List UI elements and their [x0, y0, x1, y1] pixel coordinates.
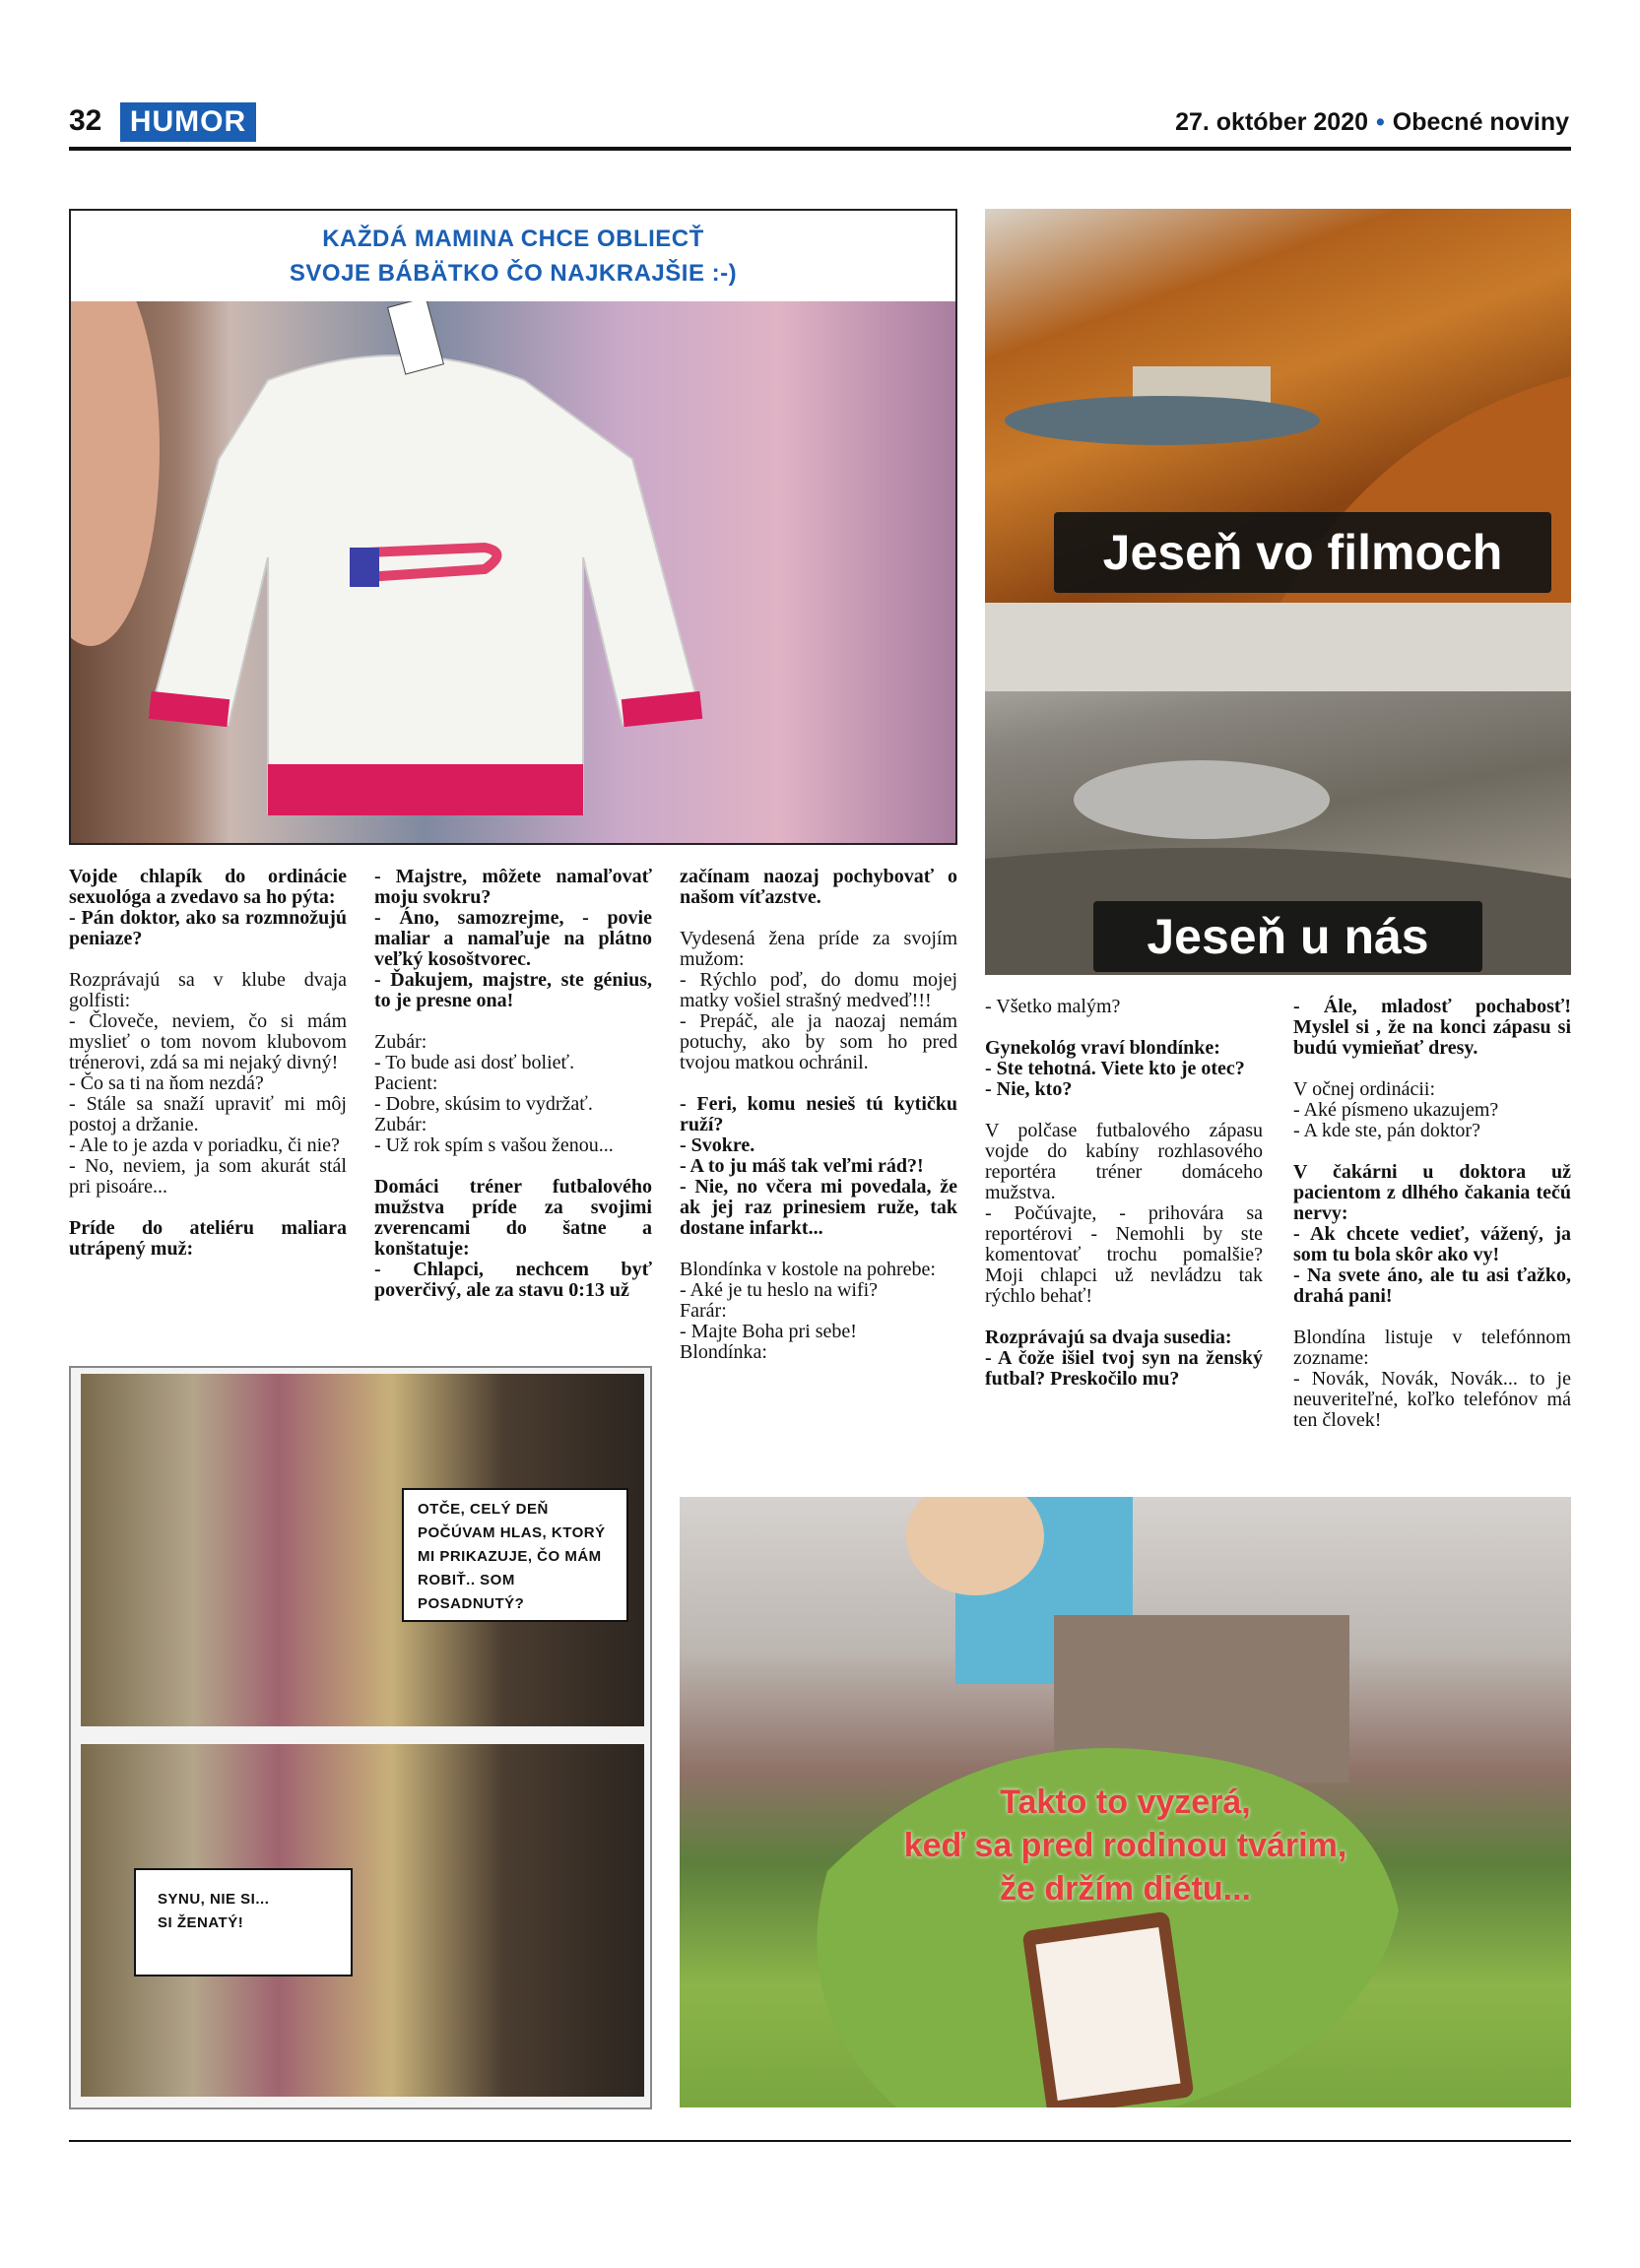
sweater-caption-line-1: KAŽDÁ MAMINA CHCE OBLIECŤ [322, 226, 704, 252]
joke-line: - Pán doktor, ako sa rozmnožujú peniaze? [69, 907, 347, 949]
joke-wifi-start [680, 1260, 957, 1363]
joke-bear [680, 929, 957, 1073]
joke-column-1 [69, 867, 347, 1280]
joke-wifi-end [985, 997, 1263, 1017]
diet-caption-line-1: Takto to vyzerá, [1000, 1783, 1251, 1821]
diet-caption-line-2: keď sa pred rodinou tvárim, [903, 1827, 1347, 1864]
joke-line: - Nie, no včera mi povedala, že ak jej raz prinesiem ruže, tak dostane infarkt... [680, 1176, 957, 1239]
joke-line: - No, neviem, ja som akurát stál pri pisoáre... [69, 1155, 347, 1198]
speech-bubble-priest-line-2: SI ŽENATÝ! [158, 1914, 244, 1931]
joke-line: Pacient: [374, 1072, 438, 1094]
confession-comic [69, 1366, 652, 2109]
sweater-caption [71, 211, 955, 301]
joke-line: Gynekológ vraví blondínke: [985, 1037, 1220, 1059]
joke-line: Vydesená žena príde za svojím mužom: [680, 928, 957, 970]
speech-bubble-priest-line-1: SYNU, NIE SI... [158, 1891, 270, 1908]
sweater-photo [71, 301, 955, 843]
joke-line: - To bude asi dosť bolieť. [374, 1052, 575, 1073]
joke-line: Zubár: [374, 1031, 427, 1053]
joke-line: - A kde ste, pán doktor? [1293, 1120, 1480, 1141]
sweater-illustration [71, 301, 955, 843]
autumn-meme [985, 209, 1571, 975]
joke-line: - Aké je tu heslo na wifi? [680, 1279, 879, 1301]
joke-line: Vojde chlapík do ordinácie sexuológa a zvedavo sa ho pýta: [69, 866, 347, 908]
joke-painter-start [69, 1218, 347, 1260]
joke-waiting-room [1293, 1162, 1571, 1307]
diet-caption [680, 1781, 1571, 1911]
joke-dentist [374, 1032, 652, 1156]
issue-date: 27. október 2020 [1175, 108, 1369, 136]
joke-line: V polčase futbalového zápasu vojde do kabíny rozhlasového reportéra tréner domáceho mužstva. [985, 1120, 1263, 1203]
joke-line: V čakárni u doktora už pacientom z dlhého čakania tečú nervy: [1293, 1161, 1571, 1224]
joke-line: Rozprávajú sa v klube dvaja golfisti: [69, 969, 347, 1011]
section-label: HUMOR [120, 102, 256, 142]
joke-line: Zubár: [374, 1114, 427, 1135]
footer-rule [69, 2140, 1571, 2142]
autumn-label-movies: Jeseň vo filmoch [1054, 512, 1551, 593]
diet-caption-line-3: že držím diétu... [999, 1870, 1252, 1908]
joke-coach-end [680, 867, 957, 908]
joke-line: - Majstre, môžete namaľovať moju svokru? [374, 866, 652, 908]
joke-line: - Na svete áno, ale tu asi ťažko, drahá pani! [1293, 1264, 1571, 1307]
joke-line: - Feri, komu nesieš tú kytičku ruží? [680, 1093, 957, 1135]
joke-line: V očnej ordinácii: [1293, 1078, 1436, 1100]
joke-eye-doctor [1293, 1079, 1571, 1141]
joke-line: - Novák, Novák, Novák... to je neuveriteľné, koľko telefónov má ten človek! [1293, 1368, 1571, 1431]
issue-info [1175, 108, 1569, 137]
diet-meme-photo [680, 1497, 1571, 2107]
joke-neighbors-end [1293, 997, 1571, 1059]
autumn-label-here: Jeseň u nás [1093, 901, 1482, 972]
joke-line: Rozprávajú sa dvaja susedia: [985, 1327, 1232, 1348]
joke-reporter [985, 1121, 1263, 1307]
joke-line: Domáci tréner futbalového mužstva príde za svojimi zverencami do šatne a konštatuje: [374, 1176, 652, 1260]
page-number: 32 [69, 104, 102, 137]
joke-roses [680, 1094, 957, 1239]
joke-line: - Stále sa snaží upraviť mi môj postoj a držanie. [69, 1093, 347, 1135]
joke-line: - Dobre, skúsim to vydržať. [374, 1093, 593, 1115]
joke-sexologist [69, 867, 347, 949]
joke-column-4 [985, 997, 1263, 1410]
joke-line: - A čože išiel tvoj syn na ženský futbal? Preskočilo mu? [985, 1347, 1263, 1390]
joke-line: - Ale to je azda v poriadku, či nie? [69, 1134, 340, 1156]
joke-line: Farár: [680, 1300, 727, 1322]
joke-line: začínam naozaj pochybovať o našom víťazstve. [680, 866, 957, 908]
publication-name: Obecné noviny [1392, 108, 1569, 136]
sweater-caption-line-2: SVOJE BÁBÄTKO ČO NAJKRAJŠIE :-) [289, 260, 738, 287]
joke-line: Príde do ateliéru maliara utrápený muž: [69, 1217, 347, 1260]
joke-column-2 [374, 867, 652, 1322]
joke-line: - Svokre. [680, 1134, 755, 1156]
joke-column-3 [680, 867, 957, 1384]
joke-line: - Človeče, neviem, čo si mám myslieť o tom novom klubovom trénerovi, zdá sa mi nejaký divný! [69, 1010, 347, 1073]
joke-line: - Prepáč, ale ja naozaj nemám potuchy, ako by som ho pred tvojou matkou ochránil. [680, 1010, 957, 1073]
joke-line: Blondínka: [680, 1341, 767, 1363]
joke-line: - Všetko malým? [985, 996, 1121, 1017]
speech-bubble-man: OTČE, CELÝ DEŇ POČÚVAM HLAS, KTORÝ MI PRIKAZUJE, ČO MÁM ROBIŤ.. SOM POSADNUTÝ? [402, 1488, 628, 1622]
joke-line: - Rýchlo poď, do domu mojej matky vošiel strašný medveď!!! [680, 969, 957, 1011]
joke-phonebook [1293, 1328, 1571, 1431]
sweater-cartoon [69, 209, 957, 845]
joke-line: - Čo sa ti na ňom nezdá? [69, 1072, 264, 1094]
joke-line: - A to ju máš tak veľmi rád?! [680, 1155, 924, 1177]
joke-line: Blondínka v kostole na pohrebe: [680, 1259, 936, 1280]
joke-line: - Áno, samozrejme, - povie maliar a namaľuje na plátno veľký kosoštvorec. [374, 907, 652, 970]
joke-line: - Ďakujem, majstre, ste génius, to je presne ona! [374, 969, 652, 1011]
joke-line: - Aké písmeno ukazujem? [1293, 1099, 1499, 1121]
joke-line: Blondína listuje v telefónnom zozname: [1293, 1327, 1571, 1369]
joke-line: - Ste tehotná. Viete kto je otec? [985, 1058, 1245, 1079]
joke-coach-start [374, 1177, 652, 1301]
joke-line: - Už rok spím s vašou ženou... [374, 1134, 614, 1156]
joke-line: - Počúvajte, - prihovára sa reportérovi - Nemohli by ste komentovať trochu pomalšie? Moji chlapci už nevládzu tak rýchlo behať! [985, 1202, 1263, 1307]
separator-dot: • [1376, 108, 1385, 136]
joke-painter-end [374, 867, 652, 1011]
joke-gynecologist [985, 1038, 1263, 1100]
joke-line: - Ále, mladosť pochabosť! Myslel si , že na konci zápasu si budú vymieňať dresy. [1293, 996, 1571, 1059]
speech-bubble-priest [134, 1868, 353, 1976]
joke-neighbors-start [985, 1328, 1263, 1390]
header-rule [69, 147, 1571, 151]
joke-column-5 [1293, 997, 1571, 1452]
joke-line: - Majte Boha pri sebe! [680, 1321, 857, 1342]
autumn-park-photo [985, 209, 1571, 603]
joke-golfers [69, 970, 347, 1198]
joke-line: - Nie, kto? [985, 1078, 1073, 1100]
joke-line: - Chlapci, nechcem byť poverčivý, ale za stavu 0:13 už [374, 1259, 652, 1301]
joke-line: - Ak chcete vedieť, vážený, ja som tu bola skôr ako vy! [1293, 1223, 1571, 1265]
